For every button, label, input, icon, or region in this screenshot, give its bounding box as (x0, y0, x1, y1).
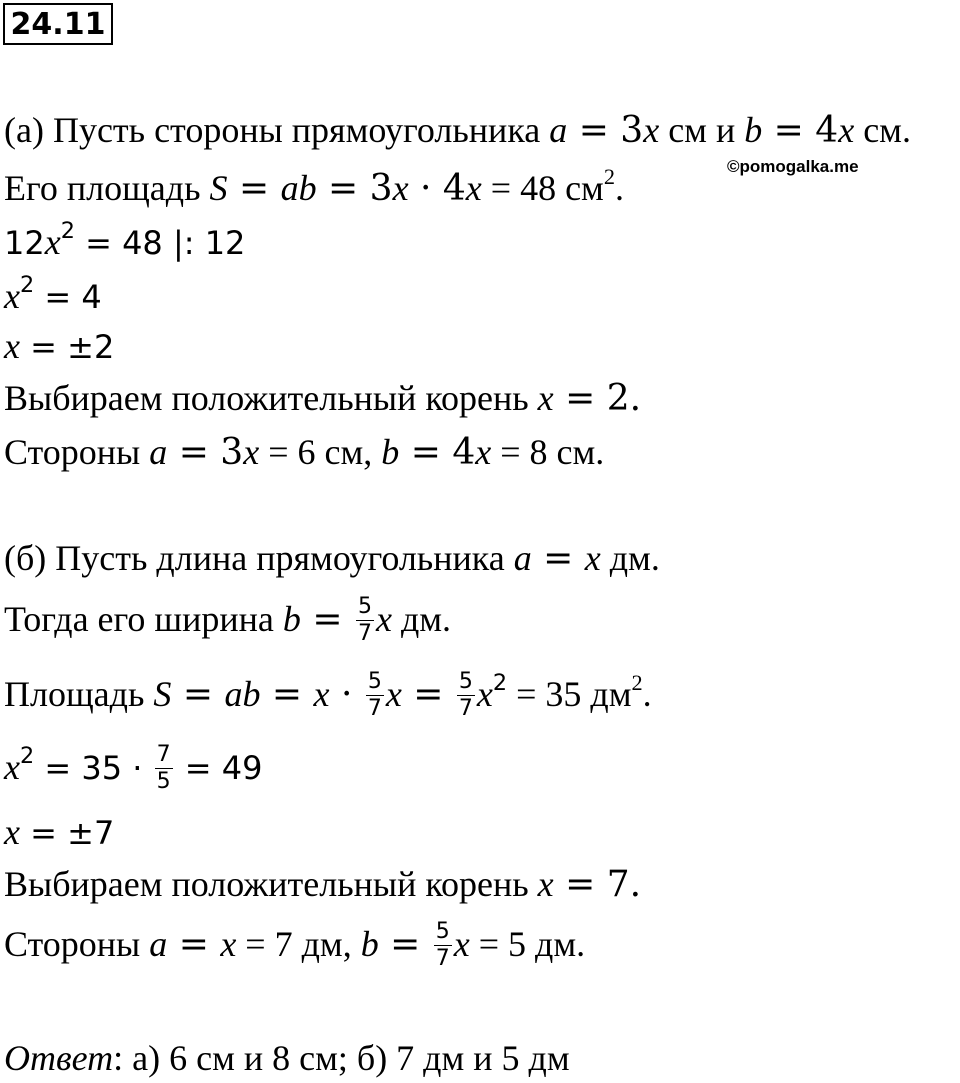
text: = 2. (553, 378, 642, 419)
text: · 4 (408, 168, 466, 209)
var: x (375, 599, 392, 639)
fraction (457, 671, 475, 720)
watermark: ©pomogalka.me (727, 157, 859, 176)
exponent: 2 (19, 742, 35, 769)
text: = 49 (174, 749, 263, 787)
text: = (171, 674, 225, 715)
text: = 48 см (481, 168, 604, 208)
exponent: 2 (60, 217, 75, 244)
var: x (243, 432, 260, 472)
var: S (153, 674, 172, 714)
var: x (584, 538, 601, 578)
var: x (476, 674, 493, 714)
var: x (4, 276, 20, 316)
text: = 7 дм, (236, 924, 361, 964)
part-b-line-3 (4, 669, 652, 722)
text: = 3 (316, 168, 393, 209)
var: x (4, 326, 20, 366)
denominator: 5 (156, 769, 171, 795)
part-b-line-7 (4, 919, 586, 972)
problem-number-box (3, 3, 113, 45)
text: = (378, 924, 432, 965)
text: = 6 см, (259, 432, 382, 472)
text: Площадь (4, 674, 154, 714)
text: = 35 · (34, 749, 153, 787)
var: x (385, 674, 402, 714)
fraction (155, 744, 173, 793)
text: (а) Пусть стороны прямоугольника (4, 110, 550, 150)
text: = 4 (399, 432, 476, 473)
var: ab (224, 674, 261, 714)
fraction (356, 596, 374, 645)
part-a-line-4 (4, 271, 102, 318)
answer-label: Ответ (4, 1038, 114, 1078)
part-a-line-1 (4, 108, 911, 152)
part-a-line-5 (4, 324, 114, 368)
text: дм. (391, 599, 452, 639)
numerator: 5 (357, 594, 372, 620)
var: ab (280, 168, 317, 208)
text: Стороны (4, 432, 150, 472)
var: x (475, 432, 492, 472)
part-b-line-5 (4, 810, 114, 854)
part-a-line-7 (4, 430, 604, 474)
var: x (313, 674, 330, 714)
text: = 7. (553, 864, 642, 905)
text: = (401, 674, 455, 715)
text: = (227, 168, 281, 209)
var: x (465, 168, 482, 208)
text: · (329, 674, 364, 715)
text: = (531, 538, 585, 579)
var: x (643, 110, 660, 150)
text: . (614, 168, 624, 208)
answer-text: : а) 6 см и 8 см; б) 7 дм и 5 дм (113, 1038, 570, 1078)
part-a-line-3 (4, 217, 246, 264)
var: x (453, 924, 470, 964)
part-a-line-2 (4, 163, 624, 210)
var: a (149, 432, 168, 472)
numerator: 5 (367, 669, 382, 695)
text: см и (659, 110, 745, 150)
denominator: 7 (458, 696, 473, 722)
part-a-line-6 (4, 376, 641, 420)
part-b-line-6 (4, 862, 641, 906)
numerator: 7 (156, 742, 171, 768)
var: b (744, 110, 763, 150)
text: Тогда его ширина (4, 599, 283, 639)
text: = ±7 (19, 814, 115, 852)
text: Выбираем положительный корень (4, 864, 538, 904)
text: = 5 дм. (469, 924, 586, 964)
text: = ±2 (19, 328, 115, 366)
var: a (513, 538, 532, 578)
var: b (360, 924, 379, 964)
text: Его площадь (4, 168, 210, 208)
exponent: 2 (19, 271, 35, 298)
fraction (434, 921, 452, 970)
var: x (4, 747, 20, 787)
part-b-line-1 (4, 536, 660, 580)
denominator: 7 (367, 696, 382, 722)
answer-line (4, 1036, 570, 1080)
var: x (392, 168, 409, 208)
part-b-line-2 (4, 594, 452, 647)
var: x (220, 924, 237, 964)
var: a (149, 924, 168, 964)
var: b (282, 599, 301, 639)
var: x (4, 812, 20, 852)
var: x (537, 378, 554, 418)
text: = 48 |: 12 (74, 224, 246, 262)
denominator: 7 (435, 946, 450, 972)
var: x (44, 222, 61, 262)
text: = (167, 924, 221, 965)
text: = (300, 599, 354, 640)
text: = 3 (167, 432, 244, 473)
numerator: 5 (458, 669, 473, 695)
var: b (381, 432, 400, 472)
var: x (838, 110, 855, 150)
part-b-line-4 (4, 742, 263, 795)
exponent: 2 (492, 669, 508, 696)
fraction (366, 671, 384, 720)
var: S (209, 168, 228, 208)
var: a (549, 110, 568, 150)
var: x (537, 864, 554, 904)
text: = 3 (567, 110, 644, 151)
numerator: 5 (435, 919, 450, 945)
problem-number: 24.11 (10, 6, 106, 42)
text: = 4 (762, 110, 839, 151)
text: = 8 см. (491, 432, 605, 472)
denominator: 7 (357, 621, 372, 647)
text: дм. (600, 538, 660, 578)
text: 12 (4, 224, 45, 262)
text: (б) Пусть длина прямоугольника (4, 538, 514, 578)
exponent: 2 (603, 163, 615, 189)
text: Выбираем положительный корень (4, 378, 538, 418)
text: см. (854, 110, 911, 150)
exponent: 2 (631, 669, 643, 695)
text: Стороны (4, 924, 150, 964)
text: = (260, 674, 314, 715)
text: = 35 дм (507, 674, 632, 714)
text: . (642, 674, 652, 714)
text: = 4 (34, 278, 102, 316)
